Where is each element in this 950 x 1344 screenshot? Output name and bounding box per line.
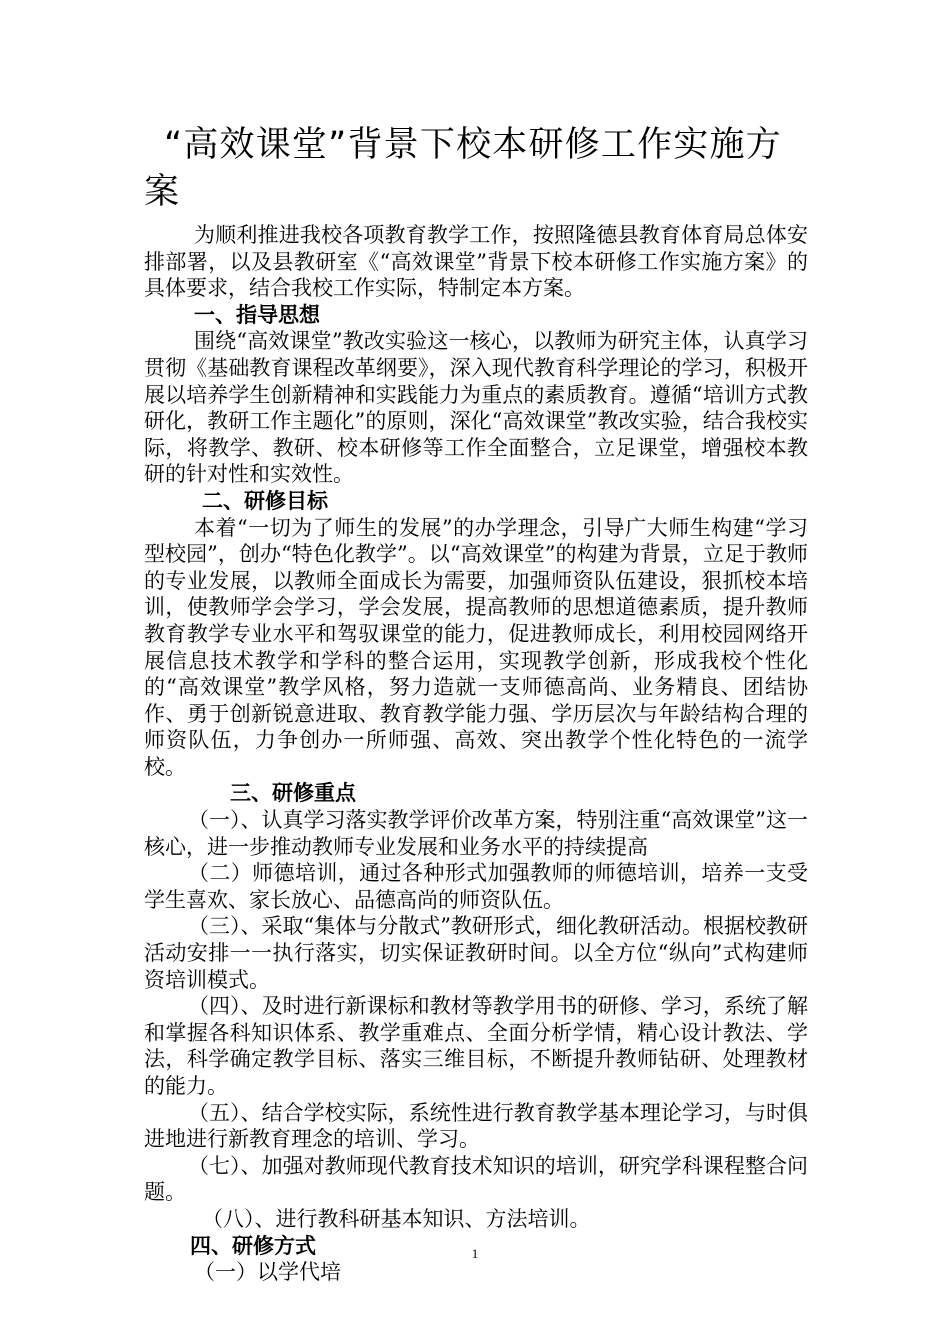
focus-item: （八）、进行教科研基本知识、方法培训。 — [202, 1206, 591, 1231]
document-title: “高效课堂”背景下校本研修工作实施方案 — [144, 125, 782, 212]
page-number: 1 — [471, 1246, 479, 1261]
focus-item: （一）、认真学习落实教学评价改革方案，特别注重“高效课堂”这一核心，进一步推动教师专业发展和业务水平的持续提高 — [144, 808, 808, 859]
document-body — [144, 122, 808, 1286]
section-heading-guiding-thought: 一、指导思想 — [194, 301, 320, 327]
section-heading-methods: 四、研修方式 — [190, 1232, 316, 1258]
focus-item: （二）师德培训，通过各种形式加强教师的师德培训，培养一支受学生喜欢、家长放心、品德高尚的师资队伍。 — [144, 861, 808, 912]
section-heading-focus: 三、研修重点 — [230, 780, 356, 806]
focus-item: （三）、采取“集体与分散式”教研形式，细化教研活动。根据校教研活动安排一一执行落实，切实保证教研时间。以全方位“纵向”式构建师资培训模式。 — [144, 914, 808, 992]
focus-item: （七）、加强对教师现代教育技术知识的培训，研究学科课程整合问题。 — [144, 1153, 808, 1205]
focus-item: （五）、结合学校实际，系统性进行教育教学基本理论学习，与时俱进地进行新教育理念的培训、学习。 — [144, 1100, 808, 1152]
section-body-guiding-thought: 围绕“高效课堂”教改实验这一核心，以教师为研究主体，认真学习贯彻《基础教育课程改革纲要》，深入现代教育科学理论的学习，积极开展以培养学生创新精神和实践能力为重点的素质教育。遵循“培训方式教研化，教研工作主题化”的原则，深化“高效课堂”教改实验，结合我校实际，将教学、教研、校本研修等工作全面整合，立足课堂，增强校本教研的针对性和实效性。 — [144, 329, 808, 487]
section-heading-goals: 二、研修目标 — [202, 487, 328, 513]
section-body-goals: 本着“一切为了师生的发展”的办学理念，引导广大师生构建“学习型校园”，创办“特色化教学”。以“高效课堂”的构建为背景，立足于教师的专业发展，以教师全面成长为需要，加强师资队伍建设，狠抓校本培训，使教师学会学习，学会发展，提高教师的思想道德素质，提升教师教育教学专业水平和驾驭课堂的能力，促进教师成长，利用校园网络开展信息技术教学和学科的整合运用，实现教学创新，形成我校个性化的“高效课堂”教学风格，努力造就一支师德高尚、业务精良、团结协作、勇于创新锐意进取、教育教学能力强、学历层次与年龄结构合理的师资队伍，力争创办一所师强、高效、突出教学个性化特色的一流学校。 — [144, 515, 808, 779]
focus-item: （四）、及时进行新课标和教材等教学用书的研修、学习，系统了解和掌握各科知识体系、教学重难点、全面分析学情，精心设计教法、学法，科学确定教学目标、落实三维目标，不断提升教师钻研、处理教材的能力。 — [144, 994, 808, 1098]
intro-paragraph: 为顺利推进我校各项教育教学工作，按照隆德县教育体育局总体安排部署，以及县教研室《“高效课堂”背景下校本研修工作实施方案》的具体要求，结合我校工作实际，特制定本方案。 — [144, 223, 808, 301]
methods-item: （一）以学代培 — [194, 1260, 341, 1285]
